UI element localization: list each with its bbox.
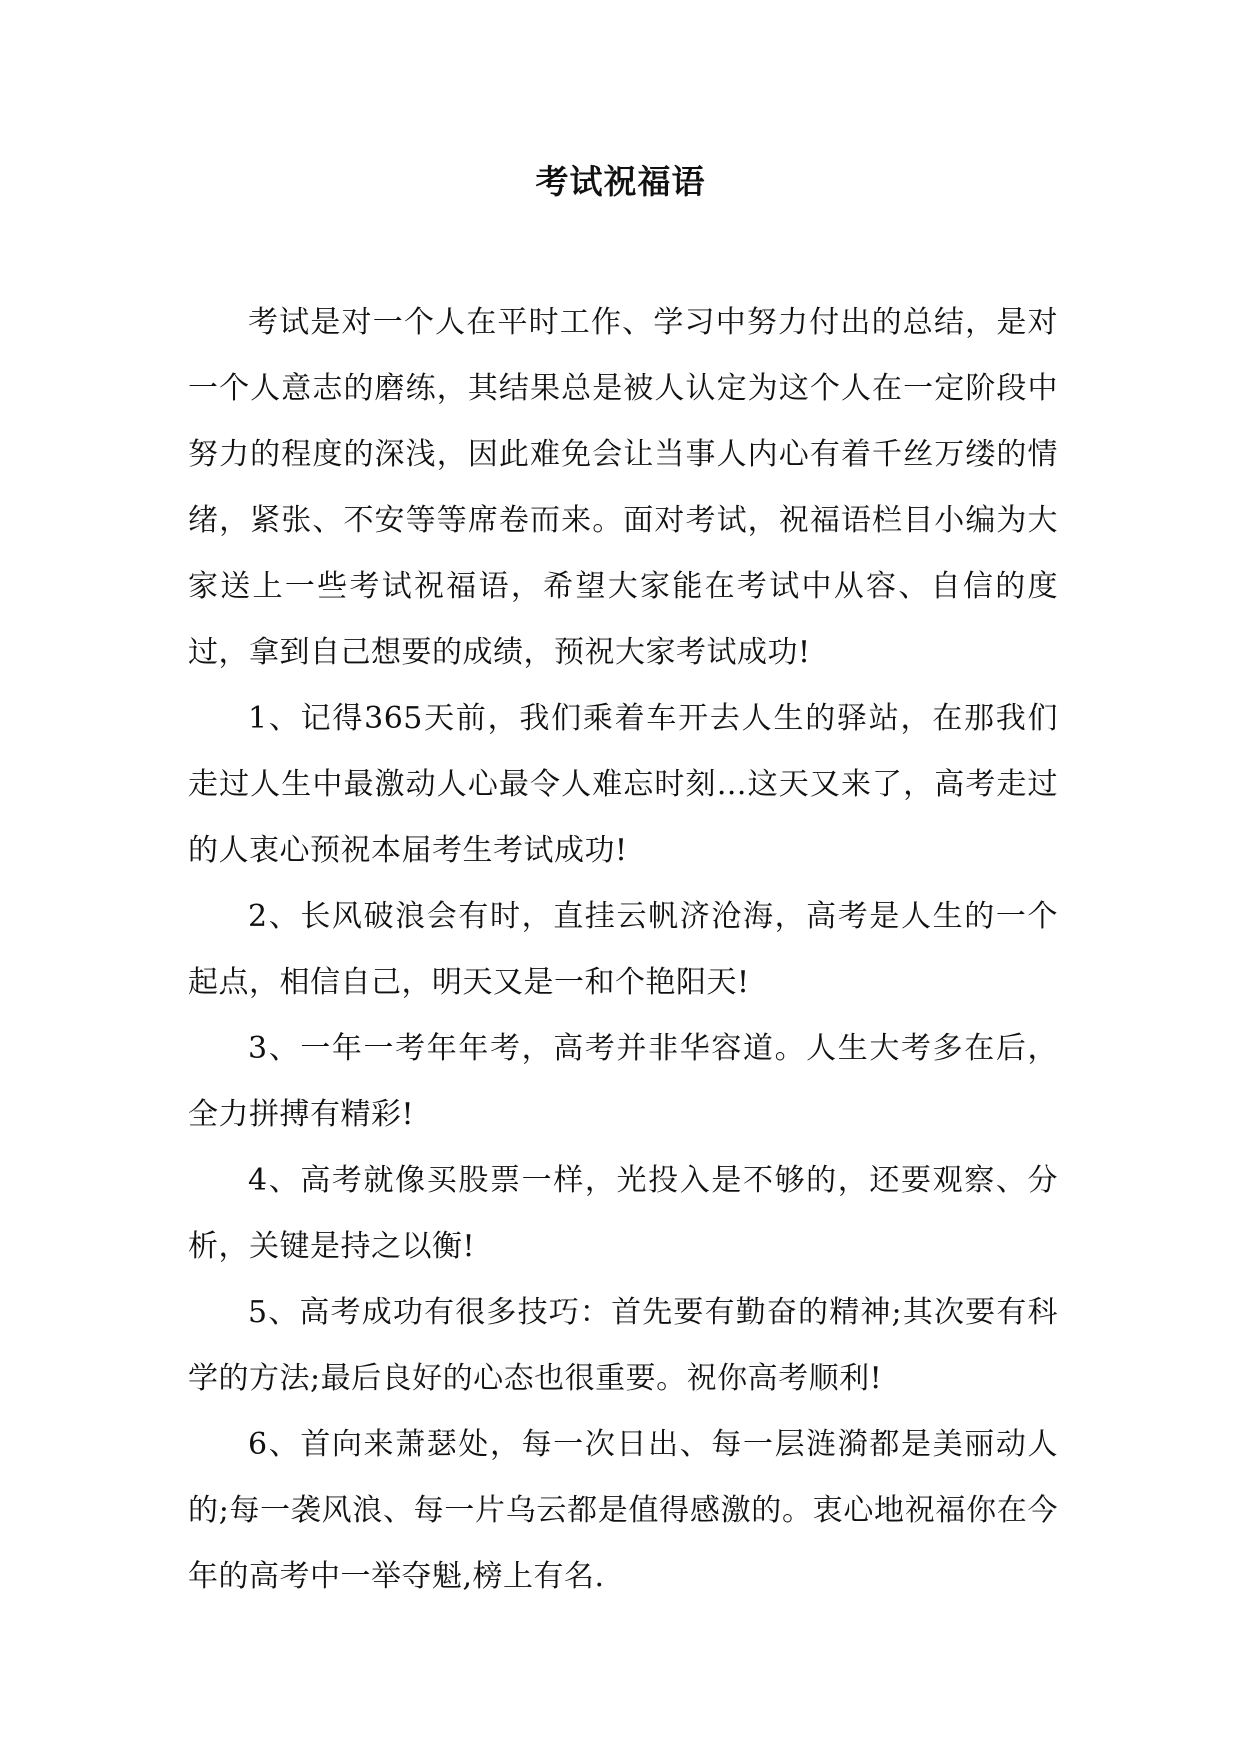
- blessing-paragraph-5: 5、高考成功有很多技巧：首先要有勤奋的精神;其次要有科学的方法;最后良好的心态也很重要。祝你高考顺利!: [188, 1295, 1058, 1396]
- blessing-paragraph-6: 6、首向来萧瑟处，每一次日出、每一层涟漪都是美丽动人的;每一袭风浪、每一片乌云都是值得感激的。衷心地祝福你在今年的高考中一举夺魁,榜上有名.: [188, 1427, 1058, 1594]
- blessing-paragraph-3: 3、一年一考年年考，高考并非华容道。人生大考多在后，全力拼搏有精彩!: [188, 1031, 1058, 1132]
- document-title: 考试祝福语: [535, 162, 706, 201]
- blessing-paragraph-4: 4、高考就像买股票一样，光投入是不够的，还要观察、分析，关键是持之以衡!: [188, 1163, 1058, 1264]
- blessing-paragraph-1: 1、记得365天前，我们乘着车开去人生的驿站，在那我们走过人生中最激动人心最令人难忘时刻…这天又来了，高考走过的人衷心预祝本届考生考试成功!: [188, 701, 1058, 868]
- document-body: [188, 290, 1058, 1610]
- intro-paragraph: 考试是对一个人在平时工作、学习中努力付出的总结，是对一个人意志的磨练，其结果总是被人认定为这个人在一定阶段中努力的程度的深浅，因此难免会让当事人内心有着千丝万缕的情绪，紧张、不安等等席卷而来。面对考试，祝福语栏目小编为大家送上一些考试祝福语，希望大家能在考试中从容、自信的度过，拿到自己想要的成绩，预祝大家考试成功!: [188, 305, 1058, 670]
- blessing-paragraph-2: 2、长风破浪会有时，直挂云帆济沧海，高考是人生的一个起点，相信自己，明天又是一和个艳阳天!: [188, 899, 1058, 1000]
